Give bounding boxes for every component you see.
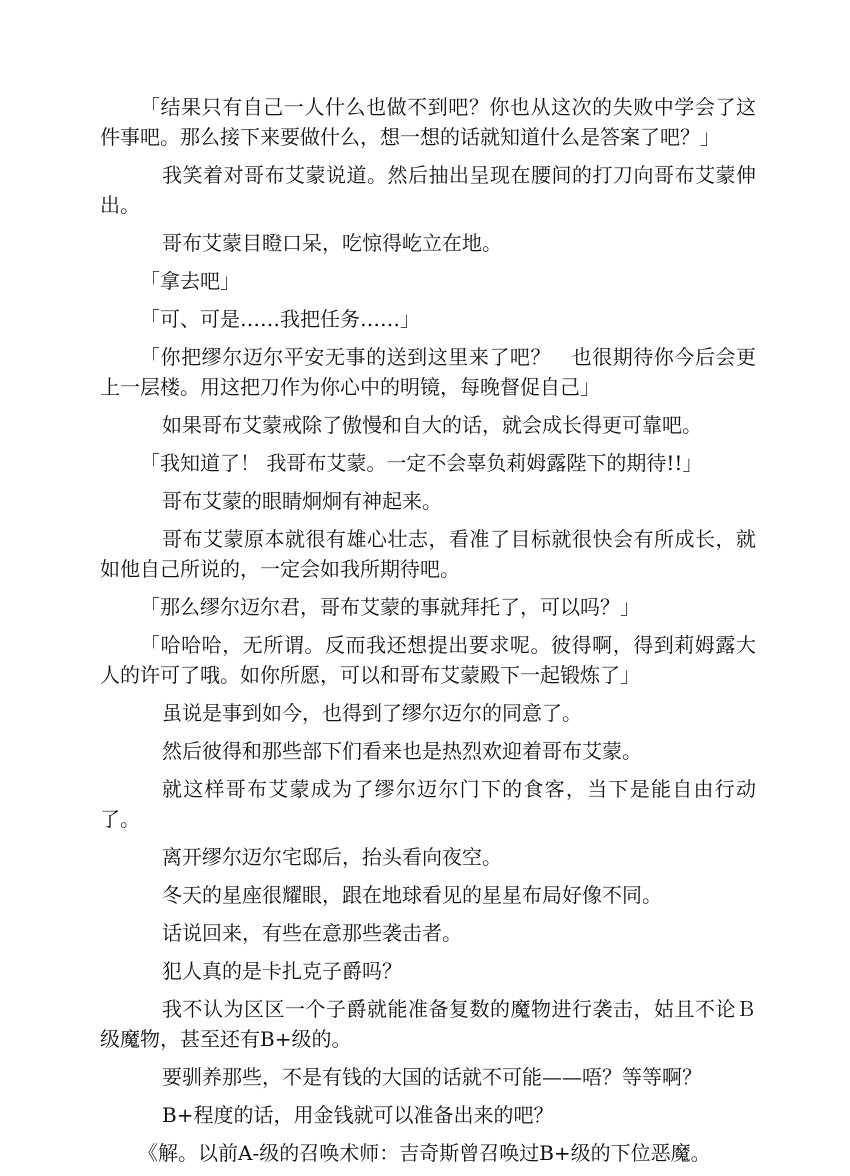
paragraph-narration: 如果哥布艾蒙戒除了傲慢和自大的话，就会成长得更可靠吧。 — [162, 413, 702, 437]
paragraph-narration: 犯人真的是卡扎克子爵吗？ — [162, 959, 402, 983]
paragraph-narration: 我笑着对哥布艾蒙说道。然后抽出呈现在腰间的打刀向哥布艾蒙伸出。 — [100, 163, 756, 217]
paragraph-dialog: 「哈哈哈，无所谓。反而我还想提出要求呢。彼得啊，得到莉姆露大人的许可了哦。如你所愿，可以和哥布艾蒙殿下一起锻炼了」 — [100, 633, 756, 687]
paragraph-narration: 然后彼得和那些部下们看来也是热烈欢迎着哥布艾蒙。 — [162, 739, 642, 763]
paragraph-dialog: 「我知道了！ 我哥布艾蒙。一定不会辜负莉姆露陛下的期待!!」 — [140, 451, 703, 475]
paragraph-narration: 哥布艾蒙目瞪口呆，吃惊得屹立在地。 — [162, 231, 502, 255]
paragraph-narration: 冬天的星座很耀眼，跟在地球看见的星星布局好像不同。 — [162, 883, 662, 907]
paragraph-narration: 就这样哥布艾蒙成为了缪尔迈尔门下的食客，当下是能自由行动了。 — [100, 777, 756, 831]
paragraph-dialog: 「那么缪尔迈尔君，哥布艾蒙的事就拜托了，可以吗？」 — [140, 595, 640, 619]
paragraph-dialog: 「你把缪尔迈尔平安无事的送到这里来了吧？ 也很期待你今后会更上一层楼。用这把刀作为你心中的明镜，每晚督促自己」 — [100, 345, 756, 399]
paragraph-narration: 哥布艾蒙的眼睛炯炯有神起来。 — [162, 489, 442, 513]
paragraph-system-message: 《解。以前A-级的召唤术师：吉奇斯曾召唤过B+级的下位恶魔。 — [138, 1141, 711, 1165]
paragraph-dialog: 「可、可是……我把任务……」 — [140, 307, 420, 331]
paragraph-narration: B+程度的话，用金钱就可以准备出来的吧？ — [162, 1103, 554, 1127]
paragraph-narration: 我不认为区区一个子爵就能准备复数的魔物进行袭击，姑且不论Ｂ级魔物，甚至还有B+级的。 — [100, 997, 756, 1051]
paragraph-narration: 虽说是事到如今，也得到了缪尔迈尔的同意了。 — [162, 701, 582, 725]
paragraph-dialog: 「拿去吧」 — [140, 269, 240, 293]
document-page — [100, 92, 756, 1176]
paragraph-narration: 要驯养那些，不是有钱的大国的话就不可能——唔？等等啊？ — [162, 1065, 702, 1089]
paragraph-narration: 话说回来，有些在意那些袭击者。 — [162, 921, 462, 945]
paragraph-dialog: 「结果只有自己一人什么也做不到吧？你也从这次的失败中学会了这件事吧。那么接下来要做什么，想一想的话就知道什么是答案了吧？」 — [100, 95, 756, 149]
paragraph-narration: 离开缪尔迈尔宅邸后，抬头看向夜空。 — [162, 845, 502, 869]
paragraph-narration: 哥布艾蒙原本就很有雄心壮志，看准了目标就很快会有所成长，就如他自己所说的，一定会如我所期待吧。 — [100, 527, 756, 581]
